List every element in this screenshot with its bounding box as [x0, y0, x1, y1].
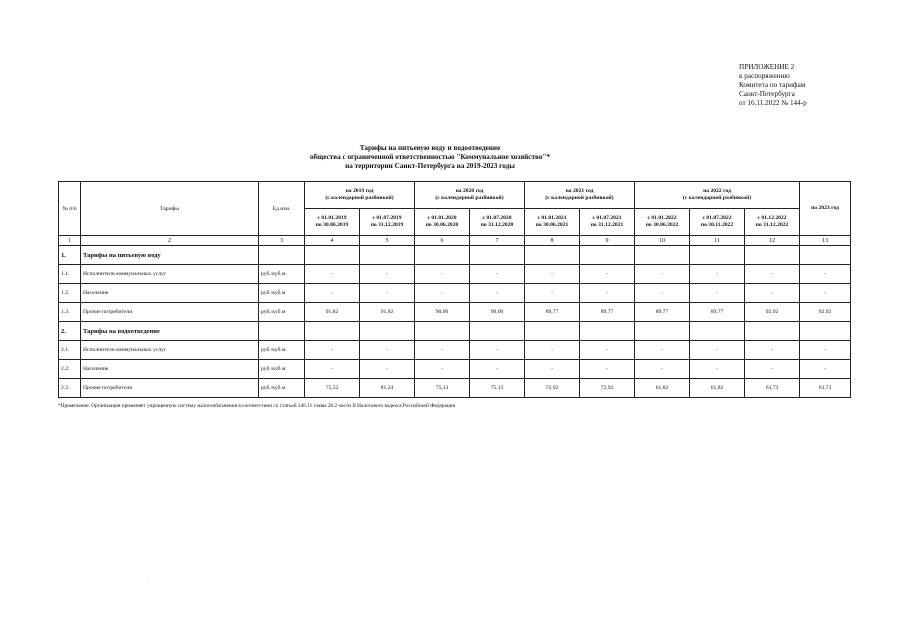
column-index: 6: [415, 236, 470, 246]
row-unit: руб./куб.м.: [259, 265, 305, 284]
empty-cell: [415, 322, 470, 341]
tariff-value: -: [470, 284, 525, 303]
tariff-value: -: [360, 284, 415, 303]
row-consumer-name: Исполнители коммунальных услуг: [81, 265, 259, 284]
header-period: с 01.07.2019 по 31.12.2019: [360, 209, 415, 236]
header-period: с 01.07.2022 по 30.11.2022: [690, 209, 745, 236]
header-period: с 01.07.2021 по 31.12.2021: [580, 209, 635, 236]
footnote: *Примечание. Организация применяет упрощенную систему налогообложения в соответствии со статьей 346.11 главы 26.2 части II Налогового кодекса Российской Федерации: [58, 403, 456, 409]
tariff-value: -: [800, 360, 851, 379]
tariff-value: -: [360, 341, 415, 360]
empty-cell: [800, 246, 851, 265]
tariff-value: -: [470, 360, 525, 379]
header-period: с 01.01.2021 по 30.06.2021: [525, 209, 580, 236]
empty-cell: [745, 246, 800, 265]
tariff-value: -: [690, 284, 745, 303]
tariff-value: -: [415, 341, 470, 360]
row-consumer-name: Прочие потребители: [81, 303, 259, 322]
header-period: с 01.07.2020 по 31.12.2020: [470, 209, 525, 236]
column-index: 1: [59, 236, 81, 246]
tariff-value: -: [635, 341, 690, 360]
appendix-line: к распоряжению: [739, 72, 790, 80]
empty-cell: [470, 322, 525, 341]
appendix-line: ПРИЛОЖЕНИЕ 2: [739, 63, 795, 71]
tariff-value: 61,82: [635, 379, 690, 398]
section-row: [59, 322, 851, 341]
tariff-value: 61,82: [690, 379, 745, 398]
empty-cell: [305, 322, 360, 341]
title-line-3: на территории Санкт-Петербурга на 2019-2023 годы: [345, 162, 515, 170]
tariff-value: -: [690, 341, 745, 360]
tariff-value: -: [745, 341, 800, 360]
row-number: 2.3.: [59, 379, 81, 398]
header-period: с 01.01.2022 по 30.06.2022: [635, 209, 690, 236]
stray-mark: .: [148, 578, 150, 583]
tariff-value: 72,92: [580, 379, 635, 398]
tariff-value: -: [800, 341, 851, 360]
section-number: 2.: [59, 322, 81, 341]
column-index: 9: [580, 236, 635, 246]
column-index: 4: [305, 236, 360, 246]
empty-cell: [800, 322, 851, 341]
header-period: с 01.01.2020 по 30.06.2020: [415, 209, 470, 236]
appendix-line: от 16.11.2022 № 144-р: [739, 99, 807, 107]
tariff-value: -: [415, 284, 470, 303]
tariff-value: 75,13: [415, 379, 470, 398]
tariff-value: -: [745, 284, 800, 303]
header-year-2022: на 2022 год (с календарной разбивкой): [635, 182, 800, 209]
tariff-value: -: [580, 265, 635, 284]
tariff-value: -: [360, 265, 415, 284]
tariff-value: 89,77: [525, 303, 580, 322]
row-unit: руб./куб.м: [259, 303, 305, 322]
table-row: [59, 360, 851, 379]
section-row: [59, 246, 851, 265]
tariff-value: -: [415, 265, 470, 284]
title-line-2: общества с ограниченной ответственностью "Коммунальное хозяйство"*: [309, 153, 551, 161]
tariff-value: 92,92: [745, 303, 800, 322]
tariff-value: 75,13: [470, 379, 525, 398]
tariff-value: -: [580, 360, 635, 379]
table-row: [59, 341, 851, 360]
empty-cell: [690, 322, 745, 341]
section-title: Тарифы на питьевую воду: [81, 246, 259, 265]
row-unit: руб./куб.м: [259, 379, 305, 398]
tariff-value: -: [580, 284, 635, 303]
column-index: 10: [635, 236, 690, 246]
empty-cell: [580, 246, 635, 265]
column-index: 3: [259, 236, 305, 246]
tariff-value: -: [580, 341, 635, 360]
empty-cell: [360, 322, 415, 341]
section-title: Тарифы на водоотведение: [81, 322, 259, 341]
tariff-value: -: [305, 265, 360, 284]
title-line-1: Тарифы на питьевую воду и водоотведение: [359, 144, 501, 152]
column-index: 13: [800, 236, 851, 246]
tariff-value: -: [525, 284, 580, 303]
section-number: 1.: [59, 246, 81, 265]
empty-cell: [690, 246, 745, 265]
row-consumer-name: Население: [81, 284, 259, 303]
tariff-value: -: [525, 341, 580, 360]
column-index: 8: [525, 236, 580, 246]
header-num: № п/п: [59, 182, 81, 236]
column-index: 5: [360, 236, 415, 246]
header-tariffs: Тарифы: [81, 182, 259, 236]
row-unit: руб./куб.м: [259, 360, 305, 379]
tariff-value: 92,92: [800, 303, 851, 322]
tariff-value: 90,00: [415, 303, 470, 322]
appendix-line: Комитета по тарифам: [739, 81, 806, 89]
header-period: с 01.01.2019 по 30.06.2019: [305, 209, 360, 236]
tariff-value: 89,77: [635, 303, 690, 322]
row-number: 2.2.: [59, 360, 81, 379]
tariff-value: 63,73: [745, 379, 800, 398]
table-row: [59, 379, 851, 398]
tariff-value: -: [745, 265, 800, 284]
empty-cell: [635, 246, 690, 265]
tariff-value: 72,92: [525, 379, 580, 398]
tariff-value: 90,00: [470, 303, 525, 322]
tariff-value: -: [470, 265, 525, 284]
empty-cell: [259, 322, 305, 341]
column-index: 12: [745, 236, 800, 246]
empty-cell: [305, 246, 360, 265]
tariff-value: 89,77: [690, 303, 745, 322]
tariff-value: 75,52: [305, 379, 360, 398]
tariff-value: -: [305, 360, 360, 379]
row-consumer-name: Население: [81, 360, 259, 379]
table-row: [59, 265, 851, 284]
tariff-value: -: [635, 265, 690, 284]
document-title: [220, 144, 640, 171]
column-index-row: [59, 236, 851, 246]
tariff-value: -: [800, 284, 851, 303]
header-unit: Ед.изм.: [259, 182, 305, 236]
row-unit: руб./куб.м: [259, 284, 305, 303]
empty-cell: [360, 246, 415, 265]
tariff-value: -: [635, 360, 690, 379]
tariff-value: -: [305, 341, 360, 360]
tariff-value: -: [635, 284, 690, 303]
tariff-value: -: [360, 360, 415, 379]
row-consumer-name: Исполнители коммунальных услуг: [81, 341, 259, 360]
tariff-value: -: [690, 360, 745, 379]
tariff-table: [58, 181, 851, 398]
header-year-2020: на 2020 год (с календарной разбивкой): [415, 182, 525, 209]
row-unit: руб./куб.м.: [259, 341, 305, 360]
column-index: 2: [81, 236, 259, 246]
header-row-years: [59, 182, 851, 209]
tariff-value: 91,82: [360, 303, 415, 322]
row-consumer-name: Прочие потребители: [81, 379, 259, 398]
tariff-value: 91,82: [305, 303, 360, 322]
empty-cell: [525, 322, 580, 341]
empty-cell: [470, 246, 525, 265]
tariff-value: -: [470, 341, 525, 360]
tariff-value: -: [415, 360, 470, 379]
empty-cell: [415, 246, 470, 265]
header-year-2021: на 2021 год (с календарной разбивкой): [525, 182, 635, 209]
empty-cell: [525, 246, 580, 265]
tariff-value: -: [745, 360, 800, 379]
tariff-value: -: [800, 265, 851, 284]
table-row: [59, 303, 851, 322]
empty-cell: [580, 322, 635, 341]
tariff-value: -: [525, 265, 580, 284]
header-year-2019: на 2019 год (с календарной разбивкой): [305, 182, 415, 209]
tariff-value: -: [525, 360, 580, 379]
tariff-value: -: [305, 284, 360, 303]
empty-cell: [259, 246, 305, 265]
row-number: 1.3.: [59, 303, 81, 322]
row-number: 2.1.: [59, 341, 81, 360]
tariff-value: 89,77: [580, 303, 635, 322]
appendix-header: [739, 63, 807, 108]
table-row: [59, 284, 851, 303]
tariff-value: -: [690, 265, 745, 284]
header-year-2023: на 2023 год: [800, 182, 851, 236]
column-index: 11: [690, 236, 745, 246]
header-period: с 01.12.2022 по 31.12.2022: [745, 209, 800, 236]
appendix-line: Санкт-Петербурга: [739, 90, 795, 98]
tariff-value: 63,73: [800, 379, 851, 398]
empty-cell: [745, 322, 800, 341]
row-number: 1.2.: [59, 284, 81, 303]
column-index: 7: [470, 236, 525, 246]
row-number: 1.1.: [59, 265, 81, 284]
tariff-value: 81,24: [360, 379, 415, 398]
empty-cell: [635, 322, 690, 341]
